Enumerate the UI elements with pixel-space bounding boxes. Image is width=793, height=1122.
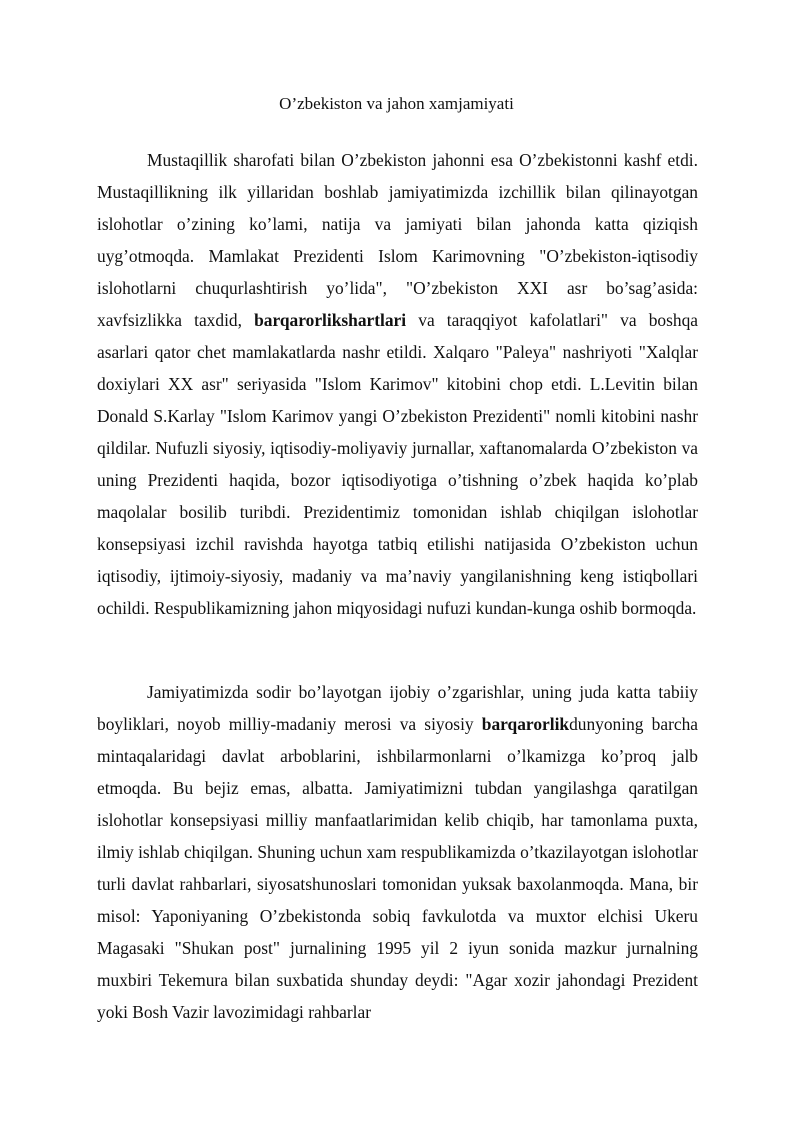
paragraph-1 bbox=[97, 144, 698, 624]
paragraph-1-bold-term: barqarorlikshartlari bbox=[254, 310, 407, 330]
paragraph-2-text-end: dunyoning barcha mintaqalaridagi davlat arboblarini, ishbilarmonlarni o’lkamizga ko’proq jalb etmoqda. Bu bejiz emas, albatta. Jamiyatimizni tubdan yangilashga qaratilgan islohotlar konsepsiyasi milliy manfaatlarimidan kelib chiqib, har tamonlama puxta, ilmiy ishlab chiqilgan. Shuning uchun xam respublikamizda o’tkazilayotgan islohotlar turli davlat rahbarlari, siyosatshunoslari tomonidan yuksak baxolanmoqda. Mana, bir misol: Yaponiyaning O’zbekistonda sobiq favkulotda va muxtor elchisi Ukeru Magasaki "Shukan post" jurnalining 1995 yil 2 iyun sonida mazkur jurnalning muxbiri Tekemura bilan suxbatida shunday deydi: "Agar xozir jahondagi Prezident yoki Bosh Vazir lavozimidagi rahbarlar bbox=[97, 714, 698, 1022]
document-title: O’zbekiston va jahon xamjamiyati bbox=[279, 94, 514, 113]
paragraph-2-bold-term: barqarorlik bbox=[481, 714, 570, 734]
paragraph-1-text-start: Mustaqillik sharofati bilan O’zbekiston jahonni esa O’zbekistonni kashf etdi. Mustaqillikning ilk yillaridan boshlab jamiyatimizda izchillik bilan qilinayotgan islohotlar o’zining ko’lami, natija va jamiyati bilan jahonda katta qiziqish uyg’otmoqda. Mamlakat Prezidenti Islom Karimovning "O’zbekiston-iqtisodiy islohotlarni chuqurlashtirish yo’lida", "O’zbekiston XXI asr bo’sag’asida: xavfsizlikka taxdid, bbox=[97, 150, 698, 330]
paragraph-2-text-start: Jamiyatimizda sodir bo’layotgan ijobiy o’zgarishlar, uning juda katta tabiiy boyliklari, noyob milliy-madaniy merosi va siyosiy bbox=[97, 682, 698, 734]
paragraph-2 bbox=[97, 676, 698, 1028]
paragraph-1-text-end: va taraqqiyot kafolatlari" va boshqa asarlari qator chet mamlakatlarda nashr etildi. Xalqaro "Paleya" nashriyoti "Xalqlar doxiylari XX asr" seriyasida "Islom Karimov" kitobini chop etdi. L.Levitin bilan Donald S.Karlay "Islom Karimov yangi O’zbekiston Prezidenti" nomli kitobini nashr qildilar. Nufuzli siyosiy, iqtisodiy-moliyaviy jurnallar, xaftanomalarda O’zbekiston va uning Prezidenti haqida, bozor iqtisodiyotiga o’tishning o’zbek haqida ko’plab maqolalar bosilib turibdi. Prezidentimiz tomonidan ishlab chiqilgan islohotlar konsepsiyasi izchil ravishda hayotga tatbiq etilishi natijasida O’zbekiston uchun iqtisodiy, ijtimoiy-siyosiy, madaniy va ma’naviy yangilanishning keng istiqbollari ochildi. Respublikamizning jahon miqyosidagi nufuzi kundan-kunga oshib bormoqda. bbox=[97, 310, 698, 618]
